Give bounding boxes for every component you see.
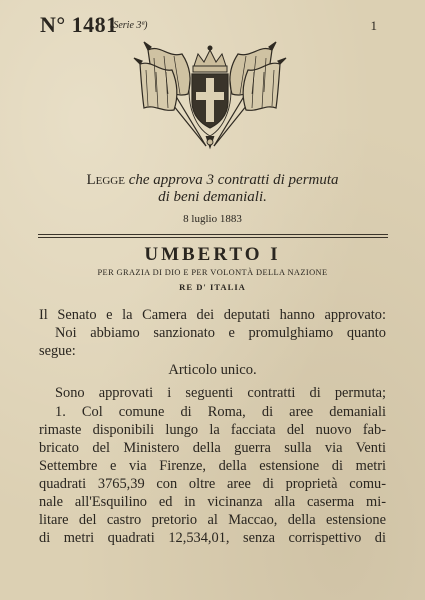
article-heading: Articolo unico. bbox=[168, 362, 257, 378]
body-line-7: nale all'Esquilino ed in vicinanza alla caserma mi- bbox=[39, 494, 386, 510]
savoy-coat-of-arms-with-flags-icon bbox=[130, 36, 290, 156]
body-line-3: rimaste disponibili lungo la facciata del nuovo fab- bbox=[39, 422, 386, 438]
law-number: N° 1481 bbox=[40, 12, 118, 37]
sovereign-name: UMBERTO I bbox=[144, 244, 281, 265]
divider-rule bbox=[38, 234, 388, 235]
title-line1: che approva 3 contratti di permuta bbox=[124, 172, 339, 188]
page-number: 1 bbox=[370, 18, 377, 33]
page-header bbox=[40, 12, 377, 36]
body-line-4: bricato del Ministero della guerra sulla via Venti bbox=[39, 440, 386, 456]
body-line-5: Settembre e via Firenze, della estensione di metri bbox=[39, 458, 386, 474]
law-date: 8 luglio 1883 bbox=[183, 213, 242, 225]
sovereign-title: RE D' ITALIA bbox=[179, 282, 246, 292]
title-lead: Legge bbox=[86, 172, 125, 188]
sovereign-grace-formula: PER GRAZIA DI DIO E PER VOLONTÀ DELLA NAZIONE bbox=[97, 268, 328, 277]
preamble-line-2: Noi abbiamo sanzionato e promulghiamo quanto bbox=[55, 325, 386, 341]
title-line2: di beni demaniali. bbox=[158, 189, 267, 205]
law-title bbox=[40, 172, 385, 206]
body-line-1: Sono approvati i seguenti contratti di permuta; bbox=[55, 385, 386, 401]
body-line-2: 1. Col comune di Roma, di aree demaniali bbox=[55, 404, 386, 420]
body-line-6: quadrati 3765,39 con oltre aree di proprietà comu- bbox=[39, 476, 386, 492]
preamble-line-3: segue: bbox=[39, 343, 76, 359]
divider-rule-thin bbox=[38, 237, 388, 238]
body-line-8: litare del castro pretorio al Maccao, della estensione bbox=[39, 512, 386, 528]
body-line-9: di metri quadrati 12,534,01, senza corrispettivo di bbox=[39, 530, 386, 546]
preamble-line-1: Il Senato e la Camera dei deputati hanno approvato: bbox=[39, 307, 386, 323]
series-label: (Serie 3ª) bbox=[110, 20, 148, 31]
